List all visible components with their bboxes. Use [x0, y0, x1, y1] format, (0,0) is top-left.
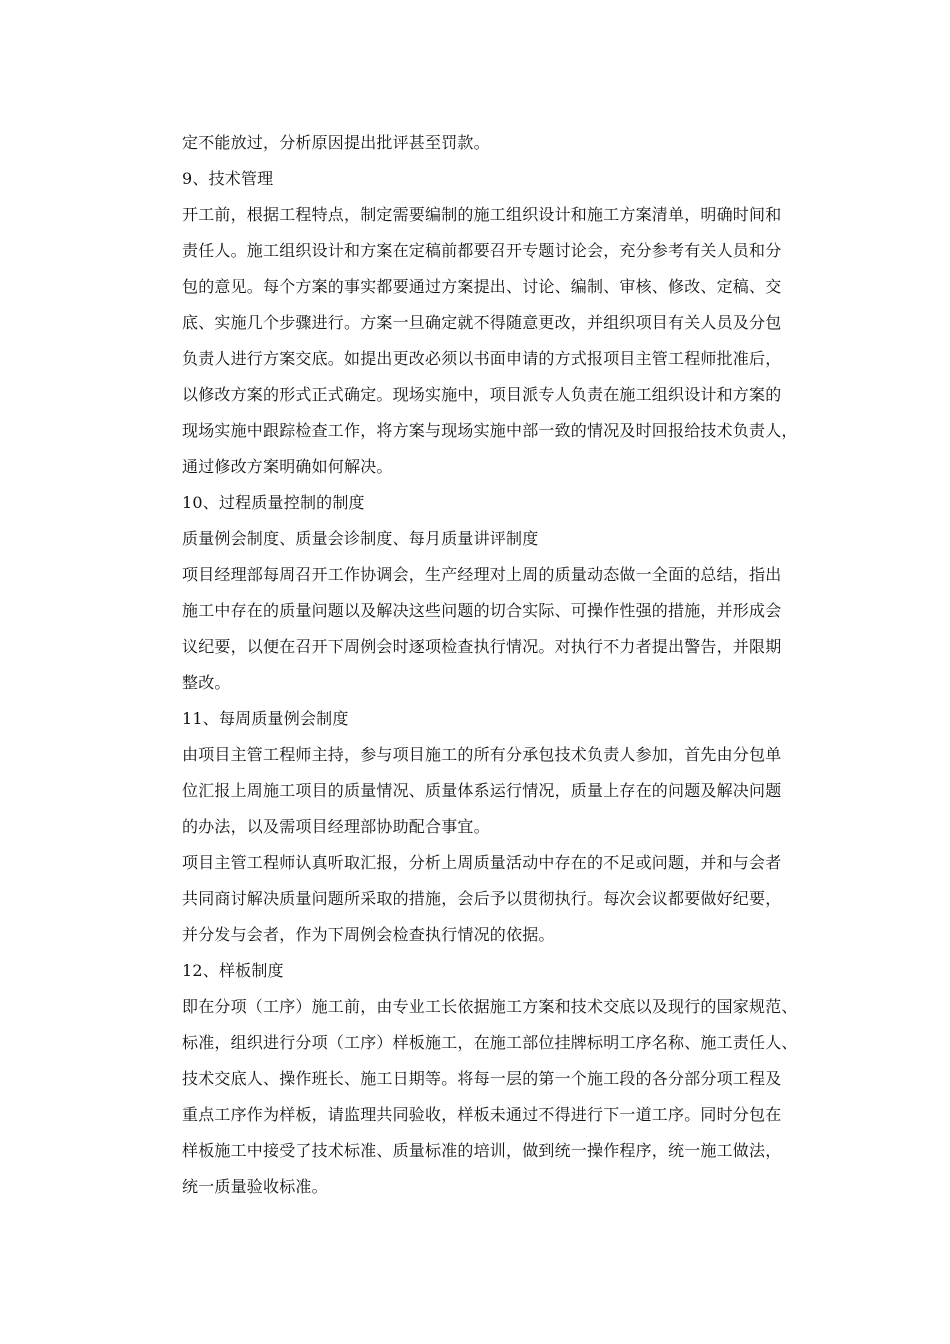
text-line: 重点工序作为样板，请监理共同验收，样板未通过不得进行下一道工序。同时分包在: [182, 1105, 782, 1124]
text-line: 样板施工中接受了技术标准、质量标准的培训，做到统一操作程序，统一施工做法，: [182, 1141, 782, 1160]
text-line: 标准，组织进行分项（工序）样板施工，在施工部位挂牌标明工序名称、施工责任人、: [182, 1033, 798, 1052]
text-line: 开工前，根据工程特点，制定需要编制的施工组织设计和施工方案清单，明确时间和: [182, 205, 782, 224]
text-line: 议纪要，以便在召开下周例会时逐项检查执行情况。对执行不力者提出警告，并限期: [182, 637, 782, 656]
document-body: [182, 125, 822, 1205]
text-line: 位汇报上周施工项目的质量情况、质量体系运行情况，质量上存在的问题及解决问题: [182, 781, 782, 800]
text-line: 通过修改方案明确如何解决。: [182, 457, 393, 476]
text-line: 技术交底人、操作班长、施工日期等。将每一层的第一个施工段的各分部分项工程及: [182, 1069, 782, 1088]
text-line: 负责人进行方案交底。如提出更改必须以书面申请的方式报项目主管工程师批准后，: [182, 349, 782, 368]
text-line: 由项目主管工程师主持，参与项目施工的所有分承包技术负责人参加，首先由分包单: [182, 745, 782, 764]
text-line: 底、实施几个步骤进行。方案一旦确定就不得随意更改，并组织项目有关人员及分包: [182, 313, 782, 332]
text-line: 并分发与会者，作为下周例会检查执行情况的依据。: [182, 925, 555, 944]
text-line: 统一质量验收标准。: [182, 1177, 328, 1196]
section-heading-12: 12、样板制度: [182, 961, 284, 980]
text-line: 包的意见。每个方案的事实都要通过方案提出、讨论、编制、审核、修改、定稿、交: [182, 277, 782, 296]
section-heading-11: 11、每周质量例会制度: [182, 709, 349, 728]
text-line: 项目经理部每周召开工作协调会，生产经理对上周的质量动态做一全面的总结，指出: [182, 565, 782, 584]
text-line: 即在分项（工序）施工前，由专业工长依据施工方案和技术交底以及现行的国家规范、: [182, 997, 798, 1016]
section-heading-10: 10、过程质量控制的制度: [182, 493, 365, 512]
text-line: 整改。: [182, 673, 231, 692]
text-line: 质量例会制度、质量会诊制度、每月质量讲评制度: [182, 529, 539, 548]
text-line: 责任人。施工组织设计和方案在定稿前都要召开专题讨论会，充分参考有关人员和分: [182, 241, 782, 260]
text-line: 以修改方案的形式正式确定。现场实施中，项目派专人负责在施工组织设计和方案的: [182, 385, 782, 404]
section-heading-9: 9、技术管理: [182, 169, 274, 188]
text-line: 定不能放过，分析原因提出批评甚至罚款。: [182, 133, 490, 152]
text-line: 现场实施中跟踪检查工作，将方案与现场实施中部一致的情况及时回报给技术负责人，: [182, 421, 798, 440]
text-line: 项目主管工程师认真听取汇报，分析上周质量活动中存在的不足或问题，并和与会者: [182, 853, 782, 872]
text-line: 共同商讨解决质量问题所采取的措施，会后予以贯彻执行。每次会议都要做好纪要，: [182, 889, 782, 908]
text-line: 的办法，以及需项目经理部协助配合事宜。: [182, 817, 490, 836]
text-line: 施工中存在的质量问题以及解决这些问题的切合实际、可操作性强的措施，并形成会: [182, 601, 782, 620]
